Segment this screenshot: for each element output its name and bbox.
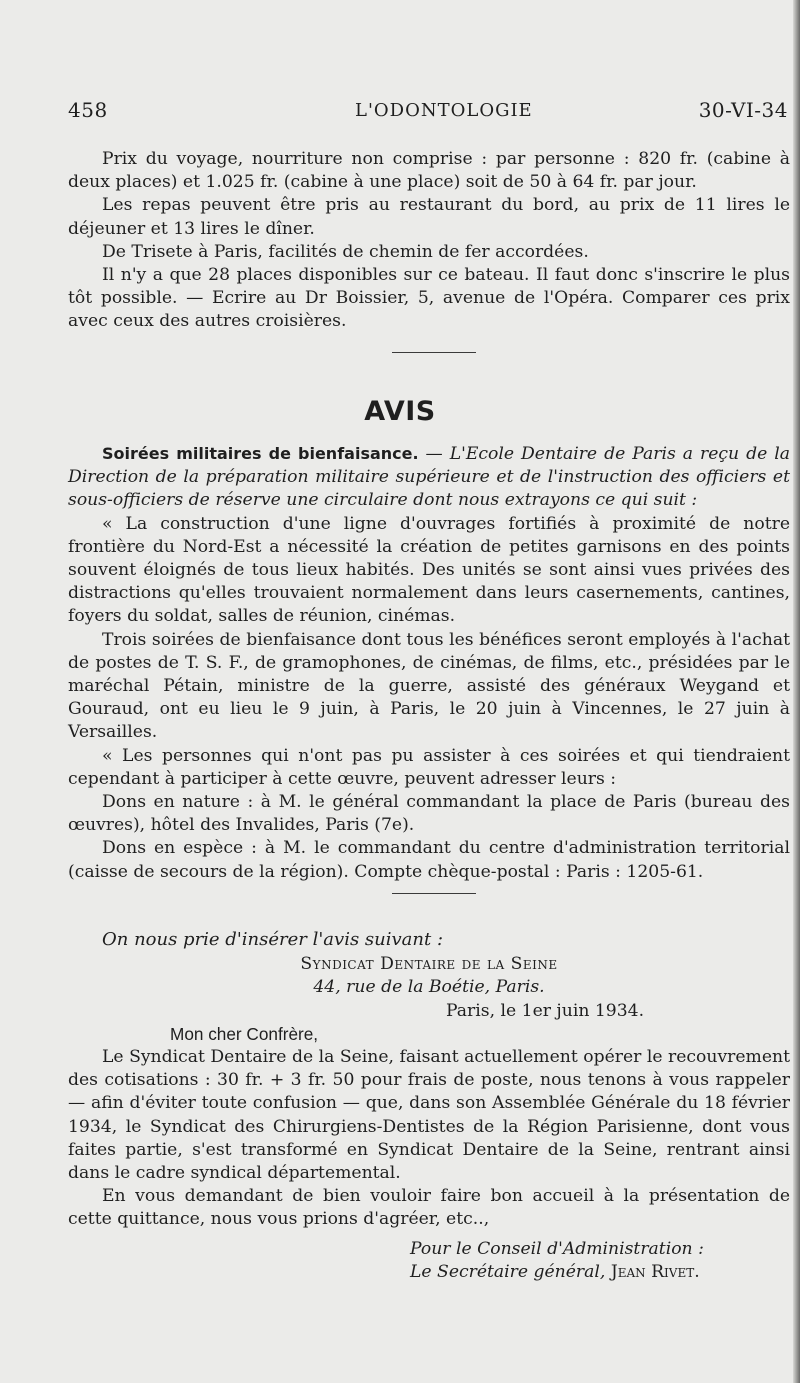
notice-organization: Syndicat Dentaire de la Seine xyxy=(300,954,558,975)
avis-paragraph: « La construction d'une ligne d'ouvrages fortifiés à proximité de notre frontière du Nord-Est a nécessité la création de petites garnisons en des points souvent éloignés de tous lieux habités. Des unités se sont ainsi vues privées des distractions qu'elles trouvaient normalement dans leurs casernements, cantines, foyers du soldat, salles de réunion, cinémas. xyxy=(68,513,790,627)
avis-paragraph: Trois soirées de bienfaisance dont tous les bénéfices seront employés à l'achat de postes de T. S. F., de gramophones, de cinémas, de films, etc., présidées par le maréchal Pétain, ministre de la guerre, assisté des généraux Weygand et Gouraud, ont eu lieu le 9 juin, à Paris, le 20 juin à Vincennes, le 27 juin à Versailles. xyxy=(68,629,790,743)
notice-body: En vous demandant de bien vouloir faire bon accueil à la présentation de cette quittance, nous vous prions d'agréer, etc.., xyxy=(68,1186,790,1230)
journal-title: L'ODONTOLOGIE xyxy=(355,100,533,121)
intro-paragraph: Il n'y a que 28 places disponibles sur ce bateau. Il faut donc s'inscrire le plus tôt possible. — Ecrire au Dr Boissier, 5, avenue de l'Opéra. Comparer ces prix avec ceux des autres croisières. xyxy=(68,265,790,332)
signature-name: Jean Rivet. xyxy=(605,1261,700,1282)
intro-paragraph: Prix du voyage, nourriture non comprise : par personne : 820 fr. (cabine à deux places) et 1.025 fr. (cabine à une place) soit de 50 à 64 fr. par jour. xyxy=(68,149,790,193)
avis-section xyxy=(68,442,790,884)
page-number: 458 xyxy=(68,98,108,122)
notice-date: Paris, le 1er juin 1934. xyxy=(446,1000,645,1021)
notice-body: Le Syndicat Dentaire de la Seine, faisant actuellement opérer le recouvrement des cotisations : 30 fr. + 3 fr. 50 pour frais de poste, nous tenons à vous rappeler — afin d'éviter toute confusion — que, dans son Assemblée Générale du 18 février 1934, le Syndicat des Chirurgiens-Dentistes de la Région Parisienne, dont vous faites partie, s'est transformé en Syndicat Dentaire de la Seine, rentrant ainsi dans le cadre syndical départemental. xyxy=(68,1047,790,1184)
avis-heading: AVIS xyxy=(364,396,436,427)
notice-signature-line: Pour le Conseil d'Administration : xyxy=(410,1238,704,1259)
notice-intro: On nous prie d'insérer l'avis suivant : xyxy=(102,929,444,950)
signature-role: Le Secrétaire général, xyxy=(410,1261,606,1282)
intro-section xyxy=(68,148,790,334)
page-edge-shadow xyxy=(793,0,800,1383)
avis-paragraph: Dons en nature : à M. le général commandant la place de Paris (bureau des œuvres), hôtel des Invalides, Paris (7e). xyxy=(68,792,790,836)
running-header xyxy=(68,98,788,128)
notice-address: 44, rue de la Boétie, Paris. xyxy=(313,977,545,998)
avis-paragraph: « Les personnes qui n'ont pas pu assister à ces soirées et qui tiendraient cependant à participer à cette œuvre, peuvent adresser leurs : xyxy=(68,745,790,789)
intro-paragraph: Les repas peuvent être pris au restaurant du bord, au prix de 11 lires le déjeuner et 13 lires le dîner. xyxy=(68,195,790,239)
avis-lead-paragraph xyxy=(68,442,790,513)
section-divider xyxy=(392,352,476,353)
notice-section xyxy=(68,928,790,1284)
avis-paragraph: Dons en espèce : à M. le commandant du centre d'administration territorial (caisse de secours de la région). Compte chèque-postal : Paris : 1205-61. xyxy=(68,838,790,882)
intro-paragraph: De Trisete à Paris, facilités de chemin de fer accordées. xyxy=(102,241,589,262)
avis-lead-title: Soirées militaires de bienfaisance. xyxy=(102,444,419,463)
issue-date: 30-VI-34 xyxy=(698,98,788,122)
avis-lead-text: — L'Ecole Dentaire de Paris a reçu de la Direction de la préparation militaire supérieure et de l'instruction des officiers et sous-officiers de réserve une circulaire dont nous extrayons ce qui suit : xyxy=(68,444,790,511)
notice-signature xyxy=(68,1261,790,1284)
section-divider xyxy=(392,893,476,894)
notice-salutation: Mon cher Confrère, xyxy=(170,1023,319,1044)
